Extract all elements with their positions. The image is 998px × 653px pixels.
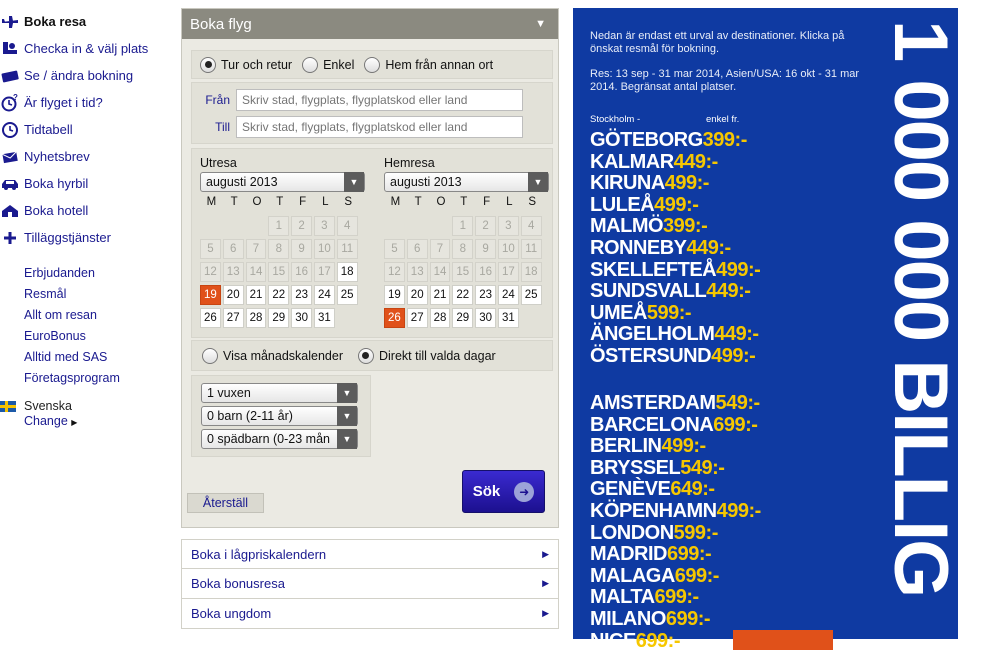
calendar-mode-group xyxy=(191,340,553,371)
sidebar-item-flyget-i-tid[interactable] xyxy=(0,89,178,116)
return-days xyxy=(384,216,549,328)
radio-month-calendar[interactable] xyxy=(202,348,218,364)
weekday-label: M xyxy=(206,196,217,208)
from-label: Från xyxy=(205,93,230,107)
calendar-day: 5 xyxy=(384,239,405,259)
booking-panel-title: Boka flyg xyxy=(190,15,252,33)
destination-city: NICE xyxy=(590,629,636,652)
promo-destination[interactable] xyxy=(590,414,757,437)
trip-type-label: Hem från annan ort xyxy=(385,57,494,72)
to-row xyxy=(192,116,552,138)
go-arrow-icon: ➜ xyxy=(514,482,534,502)
calendar-day[interactable]: 29 xyxy=(268,308,289,328)
calendar-day: 3 xyxy=(314,216,335,236)
destination-price: 699:- xyxy=(635,629,680,652)
promo-destination[interactable] xyxy=(590,259,760,282)
sidebar-item-checkin[interactable] xyxy=(0,35,178,62)
destination-city: KIRUNA xyxy=(590,172,665,195)
change-language-label: Change xyxy=(24,414,68,428)
sidebar-item-label: Tilläggstjänster xyxy=(24,230,111,245)
sweden-flag-icon xyxy=(0,401,16,412)
radio-round-trip[interactable] xyxy=(200,57,216,73)
destination-city: BERLIN xyxy=(590,435,662,458)
weekday-label: T xyxy=(276,196,284,208)
destination-city: SKELLEFTEÅ xyxy=(590,258,717,281)
plus-icon xyxy=(0,229,20,247)
radio-open-jaw[interactable] xyxy=(364,57,380,73)
promo-destination[interactable] xyxy=(590,630,680,653)
calendar-day[interactable]: 26 xyxy=(200,308,221,328)
calendar-day[interactable]: 19 xyxy=(384,285,405,305)
weekday-label: O xyxy=(436,196,446,208)
car-icon xyxy=(0,175,20,193)
promo-destination[interactable] xyxy=(590,323,759,346)
sidebar-item-label: Tidtabell xyxy=(24,122,73,137)
promo-destination[interactable] xyxy=(590,608,710,631)
destination-city: MALAGA xyxy=(590,564,675,587)
destination-price: 449:- xyxy=(686,237,731,259)
trip-type-label: Tur och retur xyxy=(221,57,293,72)
clock-icon xyxy=(0,121,20,139)
destination-city: MADRID xyxy=(590,543,667,566)
calendar-day: 12 xyxy=(200,262,221,282)
children-select[interactable] xyxy=(201,406,358,426)
weekday-label: F xyxy=(299,196,307,208)
return-calendar xyxy=(384,156,549,328)
calendar-mode-label: Visa månadskalender xyxy=(223,348,343,363)
calendar-day: 6 xyxy=(407,239,428,259)
hotel-icon xyxy=(0,202,20,220)
calendar-day: 12 xyxy=(384,262,405,282)
seat-icon xyxy=(0,40,20,58)
chevron-down-icon: ▼ xyxy=(528,172,548,192)
destination-city: MILANO xyxy=(590,608,666,630)
trip-type-open-jaw[interactable] xyxy=(364,57,493,73)
destination-city: MALMÖ xyxy=(590,215,664,238)
calendar-day: 18 xyxy=(521,262,542,282)
from-input[interactable] xyxy=(236,89,523,111)
link-label: Boka i lågpriskalendern xyxy=(191,546,327,562)
calendar-day: 3 xyxy=(498,216,519,236)
destination-price: 699:- xyxy=(654,586,699,609)
destination-price: 699:- xyxy=(665,608,711,630)
airplane-icon xyxy=(0,13,20,31)
destination-price: 549:- xyxy=(680,456,725,479)
language-name: Svenska xyxy=(24,399,72,413)
sidebar xyxy=(0,8,178,428)
collapse-arrow-icon[interactable]: ▼ xyxy=(535,18,546,30)
promo-origin: Stockholm - xyxy=(590,114,641,125)
sidebar-item-hotell[interactable] xyxy=(0,197,178,224)
sidebar-item-tidtabell[interactable] xyxy=(0,116,178,143)
destination-city: UMEÅ xyxy=(590,301,647,324)
triangle-right-icon: ▶ xyxy=(542,578,549,588)
sidebar-item-nyhetsbrev[interactable] xyxy=(0,143,178,170)
calendar-day: 4 xyxy=(337,216,358,236)
calendar-day: 2 xyxy=(475,216,496,236)
destination-city: AMSTERDAM xyxy=(590,392,716,414)
change-language-link[interactable] xyxy=(0,414,178,428)
calendar-day: 7 xyxy=(430,239,451,259)
calendar-day: 11 xyxy=(337,239,358,259)
outbound-month-select[interactable] xyxy=(200,172,365,192)
adults-value: 1 vuxen xyxy=(207,386,251,400)
trip-type-round-trip[interactable] xyxy=(200,57,292,73)
sidebar-item-tillaggstjanster[interactable] xyxy=(0,224,178,251)
promo-destination[interactable] xyxy=(590,522,718,545)
promo-destination[interactable] xyxy=(590,215,707,238)
calendar-day[interactable]: 30 xyxy=(291,308,312,328)
promo-headline-text: 1 000 000 BILLIG xyxy=(878,20,963,597)
promo-destination[interactable] xyxy=(590,194,698,217)
weekday-label: M xyxy=(390,196,401,208)
calendar-mode-direct[interactable] xyxy=(358,348,496,364)
destination-city: SUNDSVALL xyxy=(590,280,707,303)
destination-price: 649:- xyxy=(670,478,715,501)
passengers-group xyxy=(191,375,371,457)
promo-destination[interactable] xyxy=(590,151,718,174)
calendar-day[interactable]: 21 xyxy=(430,285,451,305)
svg-text:?: ? xyxy=(13,92,18,102)
sidebar-item-label: Se / ändra bokning xyxy=(24,68,134,83)
outbound-month-value: augusti 2013 xyxy=(206,175,278,189)
link-label: Boka ungdom xyxy=(191,606,272,621)
weekday-label: S xyxy=(528,196,537,208)
calendar-day: 17 xyxy=(498,262,519,282)
calendar-day[interactable]: 21 xyxy=(246,285,267,305)
sidebar-item-label: Boka hotell xyxy=(24,203,89,218)
weekday-label: F xyxy=(483,196,491,208)
destination-price: 699:- xyxy=(674,564,719,587)
calendar-day: 1 xyxy=(268,216,289,236)
link-bonusresa[interactable] xyxy=(181,569,559,599)
weekday-label: O xyxy=(252,196,262,208)
sidebar-item-label: Checka in & välj plats xyxy=(24,41,149,56)
weekday-label: T xyxy=(414,196,422,208)
chevron-down-icon: ▼ xyxy=(337,406,357,426)
destination-city: MALTA xyxy=(590,586,655,609)
calendar-day: 8 xyxy=(452,239,473,259)
destination-price: 499:- xyxy=(716,500,761,522)
quick-links xyxy=(181,539,559,629)
outbound-weekdays xyxy=(200,196,365,212)
sidebar-item-label: Boka resa xyxy=(24,14,87,29)
destination-city: ÄNGELHOLM xyxy=(590,323,715,346)
outbound-title: Utresa xyxy=(200,156,237,170)
calendar-day: 8 xyxy=(268,239,289,259)
calendar-day: 14 xyxy=(430,262,451,282)
trip-type-label: Enkel xyxy=(323,57,355,72)
sidebar-item-se-andra-bokning[interactable] xyxy=(0,62,178,89)
calendar-day[interactable]: 27 xyxy=(407,308,428,328)
booking-panel-header[interactable] xyxy=(182,9,558,39)
calendar-day[interactable]: 23 xyxy=(291,285,312,305)
calendar-day: 13 xyxy=(223,262,244,282)
link-lagpriskalender[interactable] xyxy=(181,539,559,569)
sidebar-item-label: Är flyget i tid? xyxy=(24,95,103,110)
calendar-day: 2 xyxy=(291,216,312,236)
calendar-day[interactable]: 27 xyxy=(223,308,244,328)
destination-city: RONNEBY xyxy=(590,237,687,259)
calendar-day[interactable]: 25 xyxy=(337,285,358,305)
destination-price: 449:- xyxy=(673,150,718,173)
destination-price: 399:- xyxy=(663,215,708,238)
sidebar-item-label: Boka hyrbil xyxy=(24,176,89,191)
sidebar-item-hyrbil[interactable] xyxy=(0,170,178,197)
radio-direct-days[interactable] xyxy=(358,348,374,364)
destination-price: 449:- xyxy=(706,280,751,303)
promo-destination[interactable] xyxy=(590,543,711,566)
destination-price: 399:- xyxy=(702,129,747,151)
calendar-day: 16 xyxy=(291,262,312,282)
calendar-day: 6 xyxy=(223,239,244,259)
chevron-down-icon: ▼ xyxy=(337,429,357,449)
sidebar-item-label: Nyhetsbrev xyxy=(24,149,90,164)
destination-city: KÖPENHAMN xyxy=(590,500,717,522)
destination-city: BRYSSEL xyxy=(590,456,681,479)
destination-price: 499:- xyxy=(711,345,756,367)
chevron-down-icon: ▼ xyxy=(344,172,364,192)
outbound-days xyxy=(200,216,365,328)
promo-fare-header xyxy=(590,114,740,125)
calendar-day: 1 xyxy=(452,216,473,236)
calendar-day: 5 xyxy=(200,239,221,259)
link-ungdom[interactable] xyxy=(181,599,559,629)
search-button[interactable] xyxy=(462,470,545,513)
destination-city: KALMAR xyxy=(590,150,674,173)
destination-city: ÖSTERSUND xyxy=(590,345,712,367)
calendar-day: 9 xyxy=(291,239,312,259)
weekday-label: L xyxy=(506,196,513,208)
calendar-day[interactable]: 18 xyxy=(337,262,358,282)
calendar-day: 15 xyxy=(452,262,473,282)
promo-destination[interactable] xyxy=(590,280,750,303)
children-value: 0 barn (2-11 år) xyxy=(207,409,293,423)
sidebar-link-erbjudanden[interactable]: Erbjudanden xyxy=(24,266,95,280)
sidebar-secondary-nav xyxy=(0,263,178,389)
promo-destination[interactable] xyxy=(590,500,761,523)
sidebar-link-alltid-med-sas[interactable]: Alltid med SAS xyxy=(24,350,108,364)
promo-destination[interactable] xyxy=(590,586,699,609)
destination-city: LONDON xyxy=(590,521,674,544)
calendar-day[interactable]: 29 xyxy=(452,308,473,328)
destination-price: 499:- xyxy=(664,172,709,195)
calendar-day[interactable]: 24 xyxy=(314,285,335,305)
link-label: Boka bonusresa xyxy=(191,576,285,591)
from-row xyxy=(192,89,552,111)
calendar-day[interactable]: 30 xyxy=(475,308,496,328)
calendar-day: 4 xyxy=(521,216,542,236)
promo-destination[interactable] xyxy=(590,345,755,368)
language-selector xyxy=(0,399,178,413)
envelope-icon xyxy=(0,148,20,166)
ticket-icon xyxy=(0,67,20,85)
sidebar-main-nav xyxy=(0,8,178,251)
destination-price: 499:- xyxy=(716,258,761,281)
destination-city: GÖTEBORG xyxy=(590,129,703,151)
sidebar-link-foretagsprogram[interactable]: Företagsprogram xyxy=(24,371,120,385)
destination-price: 449:- xyxy=(714,323,759,346)
weekday-label: S xyxy=(344,196,353,208)
destination-price: 599:- xyxy=(673,521,718,544)
promo-destination[interactable] xyxy=(590,457,724,480)
sidebar-link-resmal[interactable]: Resmål xyxy=(24,287,67,301)
calendar-day: 10 xyxy=(314,239,335,259)
triangle-right-icon: ▶ xyxy=(542,548,549,559)
calendar-day[interactable]: 19 xyxy=(200,285,221,305)
trip-type-one-way[interactable] xyxy=(302,57,354,73)
calendar-day[interactable]: 22 xyxy=(452,285,473,305)
chevron-down-icon: ▼ xyxy=(337,383,357,403)
weekday-label: T xyxy=(460,196,468,208)
promo-destination[interactable] xyxy=(590,302,691,325)
calendar-mode-label: Direkt till valda dagar xyxy=(378,348,496,363)
trip-type-group xyxy=(191,50,553,79)
promo-destination[interactable] xyxy=(590,172,709,195)
calendar-day[interactable]: 28 xyxy=(430,308,451,328)
to-label: Till xyxy=(215,120,230,134)
promo-destination[interactable] xyxy=(590,478,715,501)
radio-one-way[interactable] xyxy=(302,57,318,73)
calendar-day: 15 xyxy=(268,262,289,282)
destination-price: 599:- xyxy=(646,301,692,324)
adults-select[interactable] xyxy=(201,383,358,403)
weekday-label: L xyxy=(322,196,329,208)
route-group xyxy=(191,82,553,144)
calendar-day[interactable]: 24 xyxy=(498,285,519,305)
calendar-day: 9 xyxy=(475,239,496,259)
weekday-label: T xyxy=(230,196,238,208)
calendar-day[interactable]: 20 xyxy=(223,285,244,305)
return-month-select[interactable] xyxy=(384,172,549,192)
promo-headline xyxy=(868,16,963,636)
clock-question-icon xyxy=(0,94,20,112)
calendar-day: 7 xyxy=(246,239,267,259)
destination-city: BARCELONA xyxy=(590,413,714,436)
destination-price: 499:- xyxy=(654,193,699,216)
calendar-day: 13 xyxy=(407,262,428,282)
return-weekdays xyxy=(384,196,549,212)
booking-panel xyxy=(181,8,559,528)
promo-note-text: Nedan är endast ett urval av destinationer. Klicka på önskat resmål för bokning. xyxy=(590,30,845,55)
calendar-mode-month[interactable] xyxy=(202,348,343,364)
calendar-day: 17 xyxy=(314,262,335,282)
destination-city: LULEÅ xyxy=(590,193,655,216)
promo-destination[interactable] xyxy=(590,129,747,152)
calendar-day[interactable]: 28 xyxy=(246,308,267,328)
calendar-day[interactable]: 23 xyxy=(475,285,496,305)
calendars-group xyxy=(191,148,553,338)
calendar-day: 16 xyxy=(475,262,496,282)
calendar-day[interactable]: 20 xyxy=(407,285,428,305)
triangle-right-icon: ▶ xyxy=(71,418,78,427)
promo-fare-type: enkel fr. xyxy=(706,114,740,125)
promo-note xyxy=(590,30,860,94)
calendar-day: 11 xyxy=(521,239,542,259)
promo-destination[interactable] xyxy=(590,565,719,588)
destination-price: 549:- xyxy=(715,392,760,414)
sidebar-link-eurobonus[interactable]: EuroBonus xyxy=(24,329,86,343)
destination-price: 699:- xyxy=(713,413,758,436)
promo-destination[interactable] xyxy=(590,435,706,458)
destination-city: GENÈVE xyxy=(590,478,671,501)
triangle-right-icon: ▶ xyxy=(542,608,549,618)
promo-tag xyxy=(733,630,833,650)
promo-banner[interactable] xyxy=(573,8,963,652)
return-title: Hemresa xyxy=(384,156,435,170)
calendar-day[interactable]: 31 xyxy=(314,308,335,328)
sidebar-link-allt-om-resan[interactable]: Allt om resan xyxy=(24,308,97,322)
to-input[interactable] xyxy=(236,116,523,138)
infants-select[interactable] xyxy=(201,429,358,449)
destination-price: 699:- xyxy=(667,543,712,566)
destination-price: 499:- xyxy=(661,435,706,458)
calendar-day: 10 xyxy=(498,239,519,259)
promo-dates: Res: 13 sep - 31 mar 2014, Asien/USA: 16 okt - 31 mar 2014. Begränsat antal platser. xyxy=(590,68,860,93)
outbound-calendar xyxy=(200,156,365,328)
reset-button[interactable]: Återställ xyxy=(187,493,264,513)
return-month-value: augusti 2013 xyxy=(390,175,462,189)
calendar-day[interactable]: 25 xyxy=(521,285,542,305)
calendar-day[interactable]: 31 xyxy=(498,308,519,328)
promo-destination[interactable] xyxy=(590,392,760,415)
calendar-day[interactable]: 22 xyxy=(268,285,289,305)
sidebar-item-boka-resa[interactable] xyxy=(0,8,178,35)
calendar-day: 14 xyxy=(246,262,267,282)
infants-value: 0 spädbarn (0-23 mån xyxy=(207,432,330,446)
calendar-day[interactable]: 26 xyxy=(384,308,405,328)
search-button-label: Sök xyxy=(472,483,501,500)
promo-destination[interactable] xyxy=(590,237,731,260)
